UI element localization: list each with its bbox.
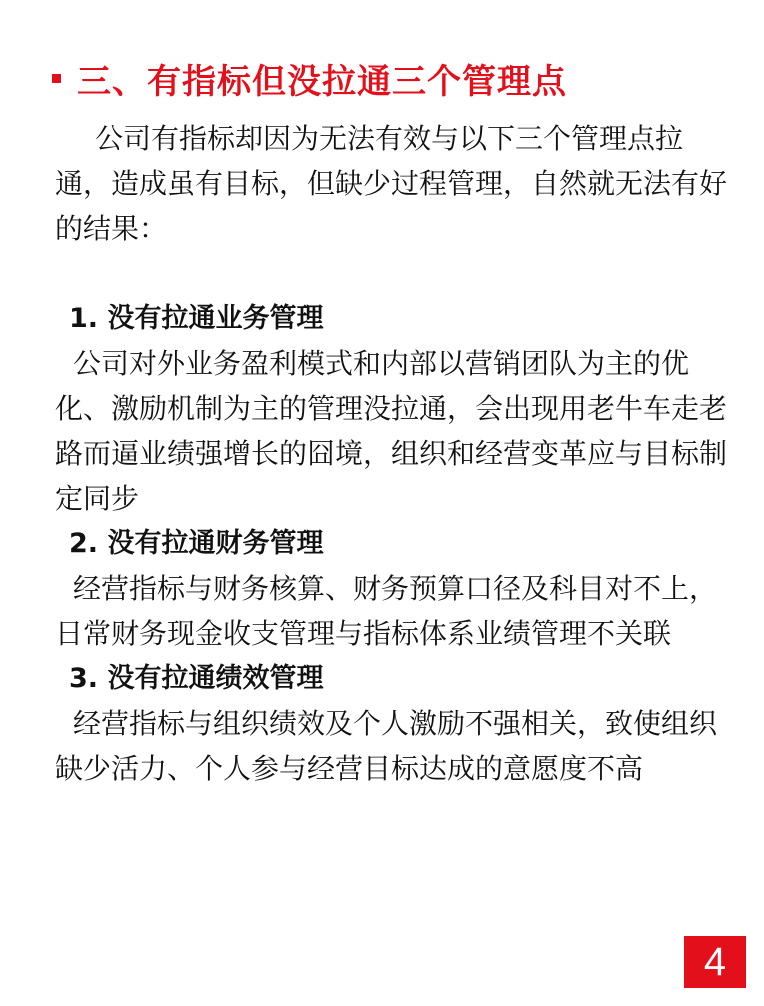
section-heading — [52, 52, 732, 104]
section-title-performance: 3. 没有拉通绩效管理 — [69, 663, 324, 694]
section-body-performance: 经营指标与组织绩效及个人激励不强相关，致使组织缺少活力、个人参与经营目标达成的意愿度不高 — [55, 707, 718, 785]
square-bullet-icon — [52, 74, 61, 83]
intro-paragraph: 公司有指标却因为无法有效与以下三个管理点拉通，造成虽有目标，但缺少过程管理，自然就无法有好的结果： — [55, 122, 728, 245]
section-performance — [55, 656, 735, 791]
section-body-business: 公司对外业务盈利模式和内部以营销团队为主的优化、激励机制为主的管理没拉通，会出现用老牛车走老路而逼业绩强增长的囧境，组织和经营变革应与目标制定同步 — [55, 347, 728, 515]
page-number-badge — [684, 936, 746, 988]
document-body — [55, 116, 735, 791]
section-title-business: 1. 没有拉通业务管理 — [69, 303, 324, 334]
paragraph-spacer — [55, 251, 735, 296]
section-body-finance: 经营指标与财务核算、财务预算口径及科目对不上，日常财务现金收支管理与指标体系业绩管理不关联 — [55, 572, 718, 650]
section-business — [55, 296, 735, 521]
section-title-finance: 2. 没有拉通财务管理 — [69, 528, 324, 559]
heading-title: 三、有指标但没拉通三个管理点 — [77, 61, 567, 102]
page-number: 4 — [703, 939, 727, 984]
section-finance — [55, 521, 735, 656]
